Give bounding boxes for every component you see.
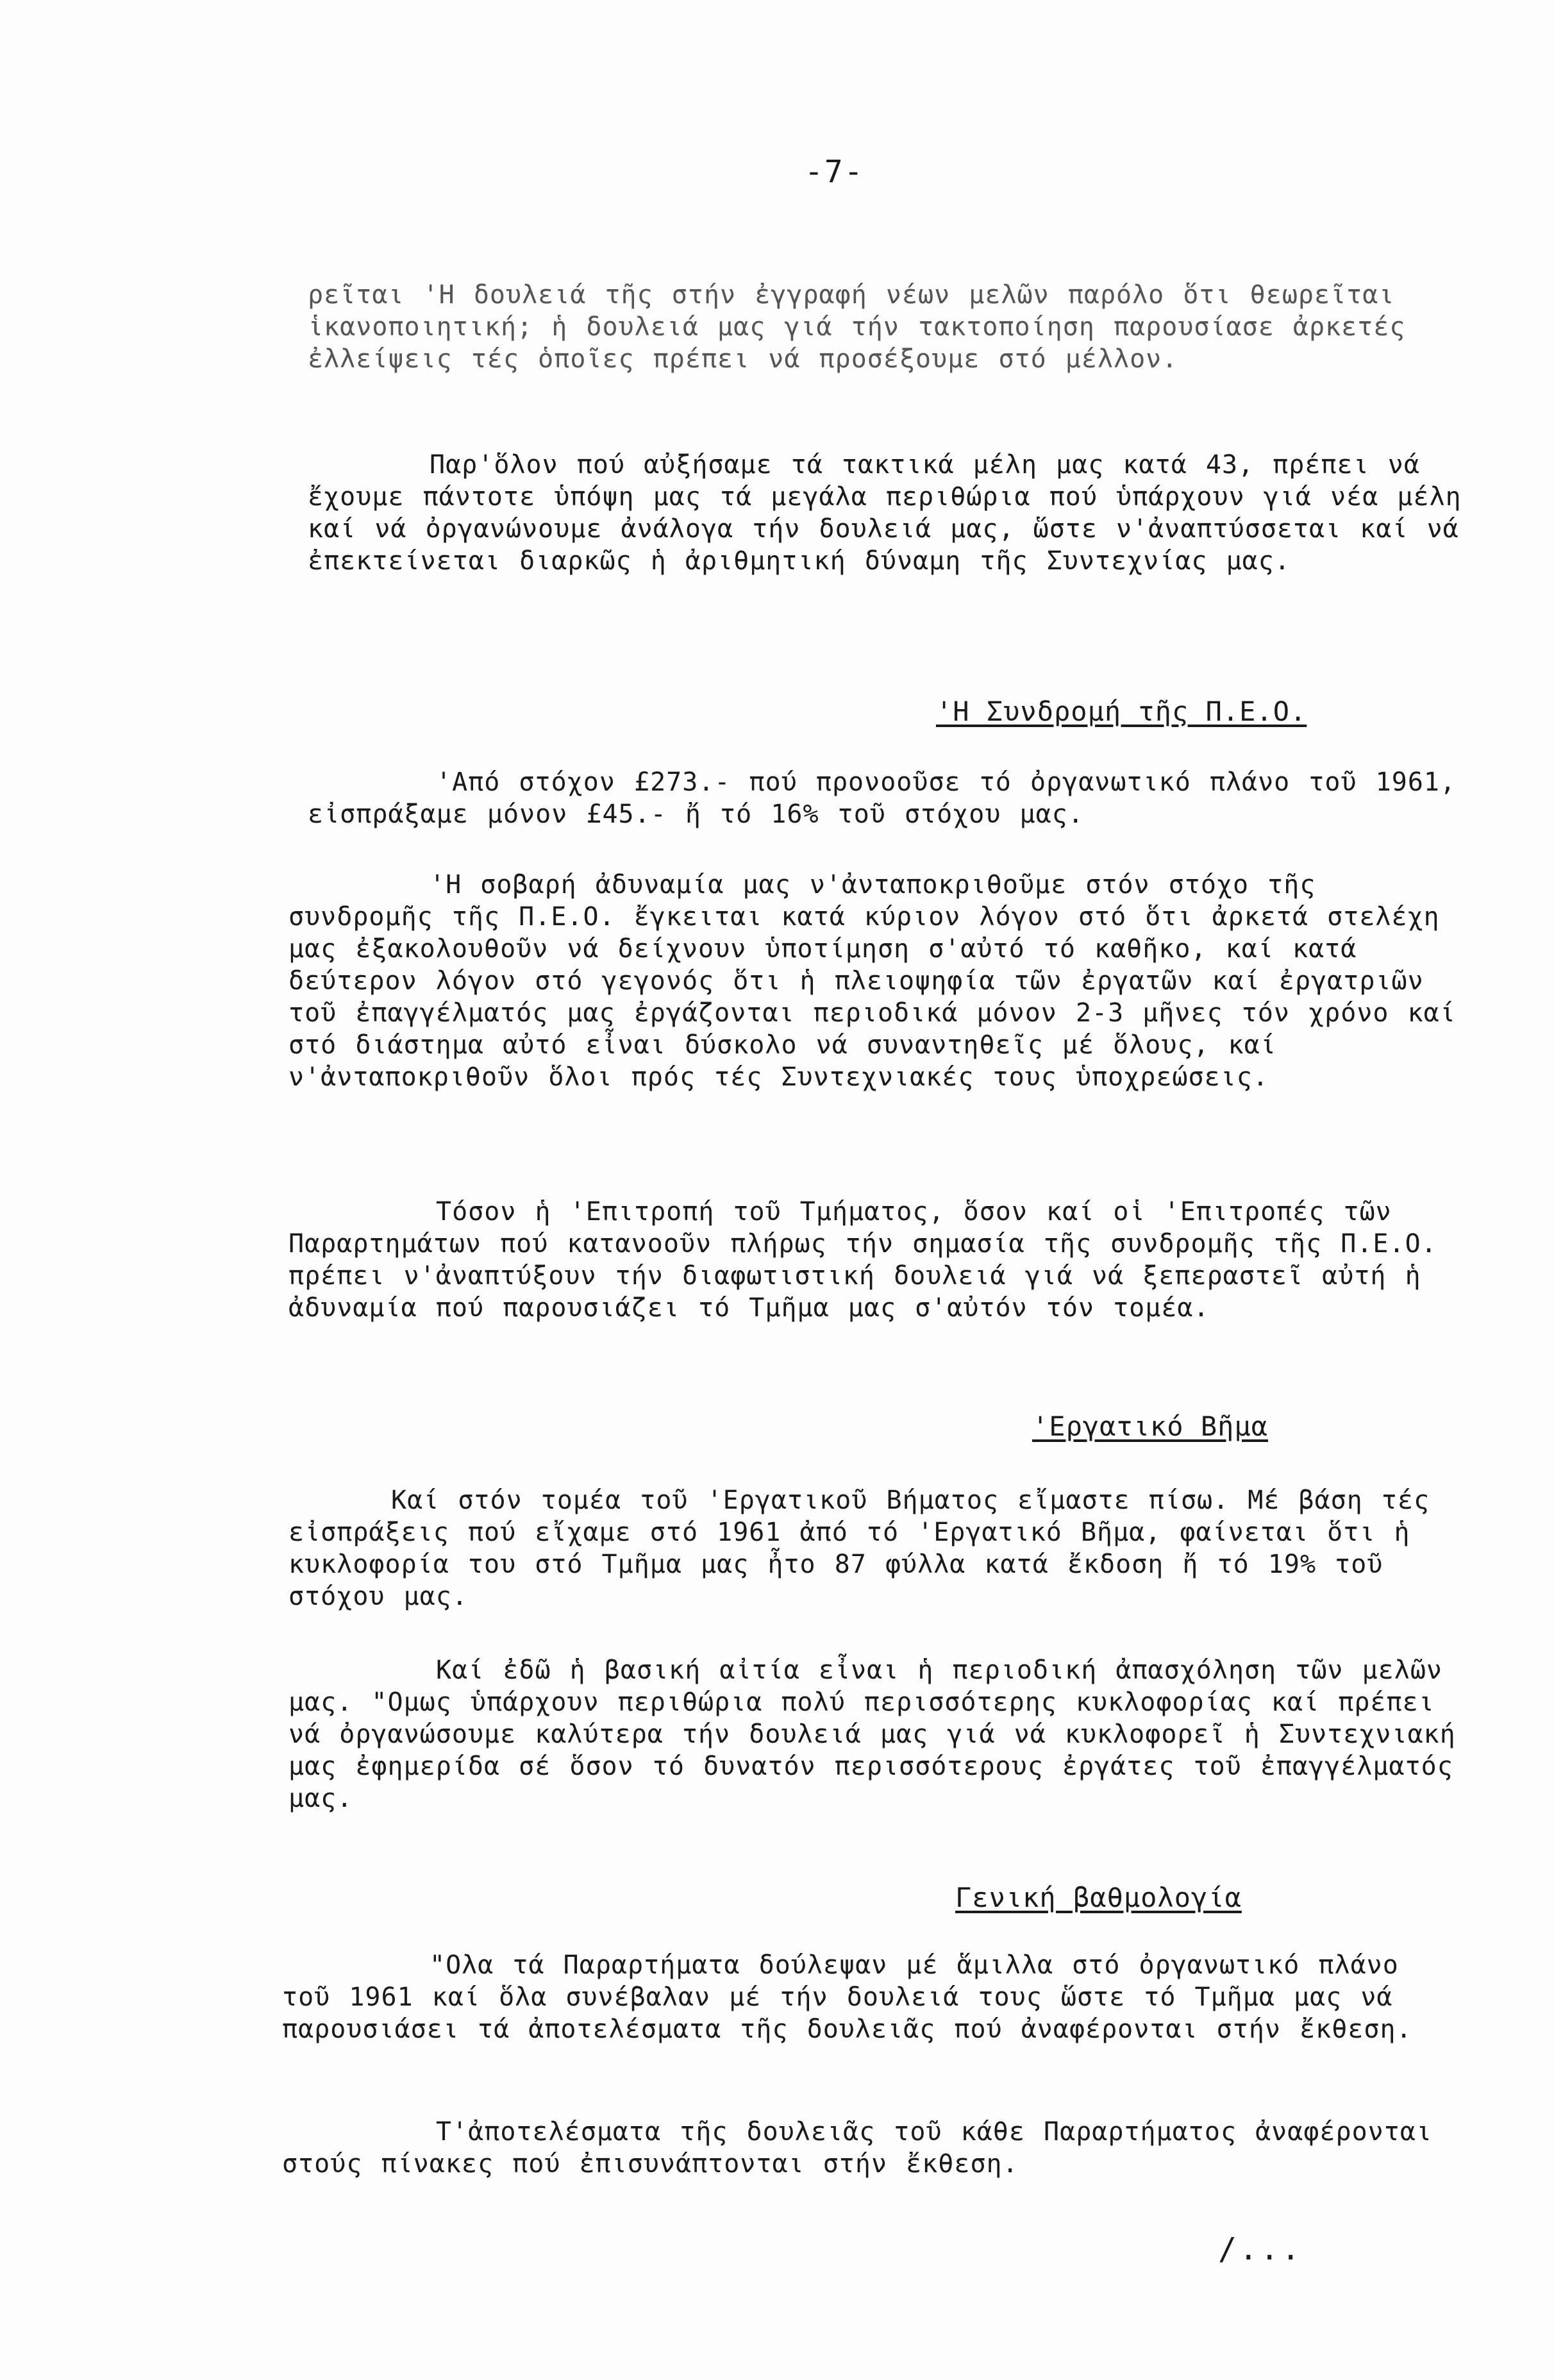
page-number: -7- <box>805 154 864 190</box>
heading-peo-subscription: 'Η Συνδρομή τῆς Π.Ε.Ο. <box>936 696 1307 727</box>
paragraph-membership-registration: ρεῖται 'Η δουλειά τῆς στήν ἐγγραφή νέων μελῶν παρόλο ὅτι θεωρεῖται ἱκανοποιητική; ἡ δουλειά μας γιά τήν τακτοποίηση παρουσίασε ἀρκετές ἐλλείψεις τές ὁποῖες πρέπει νά προσέξουμε στό μέλλον. <box>308 280 1406 374</box>
heading-general-rating: Γενική βαθμολογία <box>955 1882 1242 1913</box>
paragraph-newspaper-collections: Καί στόν τομέα τοῦ 'Εργατικοῦ Βήματος εἴμαστε πίσω. Μέ βάση τές εἰσπράξεις πού εἴχαμε στό 1961 ἀπό τό 'Εργατικό Βῆμα, φαίνεται ὅτι ἡ κυκλοφορία του στό Τμῆμα μας ἦτο 87 φύλλα κατά ἔκδοση ἤ τό 19% τοῦ στόχου μας. <box>288 1486 1430 1611</box>
continuation-mark: /... <box>1218 2231 1303 2267</box>
paragraph-members-increase: Παρ'ὅλον πού αὐξήσαμε τά τακτικά μέλη μας κατά 43, πρέπει νά ἔχουμε πάντοτε ὑπόψη μας τά μεγάλα περιθώρια πού ὑπάρχουν γιά νέα μέλη καί νά ὀργανώνουμε ἀνάλογα τήν δουλειά μας, ὥστε ν'ἀναπτύσσεται καί νά ἐπεκτείνεται διαρκῶς ἡ ἀριθμητική δύναμη τῆς Συντεχνίας μας. <box>308 450 1462 576</box>
paragraph-subscription-target: 'Από στόχον £273.- πού προνοοῦσε τό ὀργανωτικό πλάνο τοῦ 1961, εἰσπράξαμε μόνον £45.- ἤ τό 16% τοῦ στόχου μας. <box>308 767 1457 829</box>
paragraph-periodic-employment: Καί ἐδῶ ἡ βασική αἰτία εἶναι ἡ περιοδική ἀπασχόληση τῶν μελῶν μας. "Ομως ὑπάρχουν περιθώρια πολύ περισσότερης κυκλοφορίας καί πρέπει νά ὀργανώσουμε καλύτερα τήν δουλειά μας γιά νά κυκλοφορεῖ ἡ Συντεχνιακή μας ἐφημερίδα σέ ὅσον τό δυνατόν περισσότερους ἐργάτες τοῦ ἐπαγγέλματός μας. <box>288 1655 1456 1813</box>
paragraph-committees: Τόσον ἡ 'Επιτροπή τοῦ Τμήματος, ὅσον καί οἱ 'Επιτροπές τῶν Παραρτημάτων πού κατανοοῦν πλήρως τήν σημασία τῆς συνδρομῆς τῆς Π.Ε.Ο. πρέπει ν'ἀναπτύξουν τήν διαφωτιστική δουλειά γιά νά ξεπεραστεῖ αὐτή ἡ ἀδυναμία πού παρουσιάζει τό Τμῆμα μας σ'αὐτόν τόν τομέα. <box>288 1197 1437 1323</box>
heading-ergatiko-vima: 'Εργατικό Βῆμα <box>1032 1411 1269 1442</box>
paragraph-results-tables: Τ'ἀποτελέσματα τῆς δουλειᾶς τοῦ κάθε Παραρτήματος ἀναφέρονται στούς πίνακες πού ἐπισυνάπτονται στήν ἔκθεση. <box>282 2117 1433 2179</box>
paragraph-subscription-weakness: 'Η σοβαρή ἀδυναμία μας ν'ἀνταποκριθοῦμε στόν στόχο τῆς συνδρομῆς τῆς Π.Ε.Ο. ἔγκειται κατά κύριον λόγον στό ὅτι ἀρκετά στελέχη μας ἐξακολουθοῦν νά δείχνουν ὑποτίμηση σ'αὐτό τό καθῆκο, καί κατά δεύτερον λόγον στό γεγονός ὅτι ἡ πλειοψηφία τῶν ἐργατῶν καί ἐργατριῶν τοῦ ἐπαγγέλματός μας ἐργάζονται περιοδικά μόνον 2-3 μῆνες τόν χρόνο καί στό διάστημα αὐτό εἶναι δύσκολο νά συναντηθεῖς μέ ὅλους, καί ν'ἀνταποκριθοῦν ὅλοι πρός τές Συντεχνιακές τους ὑποχρεώσεις. <box>288 870 1456 1092</box>
paragraph-branches-competition: "Ολα τά Παραρτήματα δούλεψαν μέ ἅμιλλα στό ὀργανωτικό πλάνο τοῦ 1961 καί ὅλα συνέβαλαν μέ τήν δουλειά τους ὥστε τό Τμῆμα μας νά παρουσιάσει τά ἀποτελέσματα τῆς δουλειᾶς πού ἀναφέρονται στήν ἔκθεση. <box>282 1950 1412 2044</box>
